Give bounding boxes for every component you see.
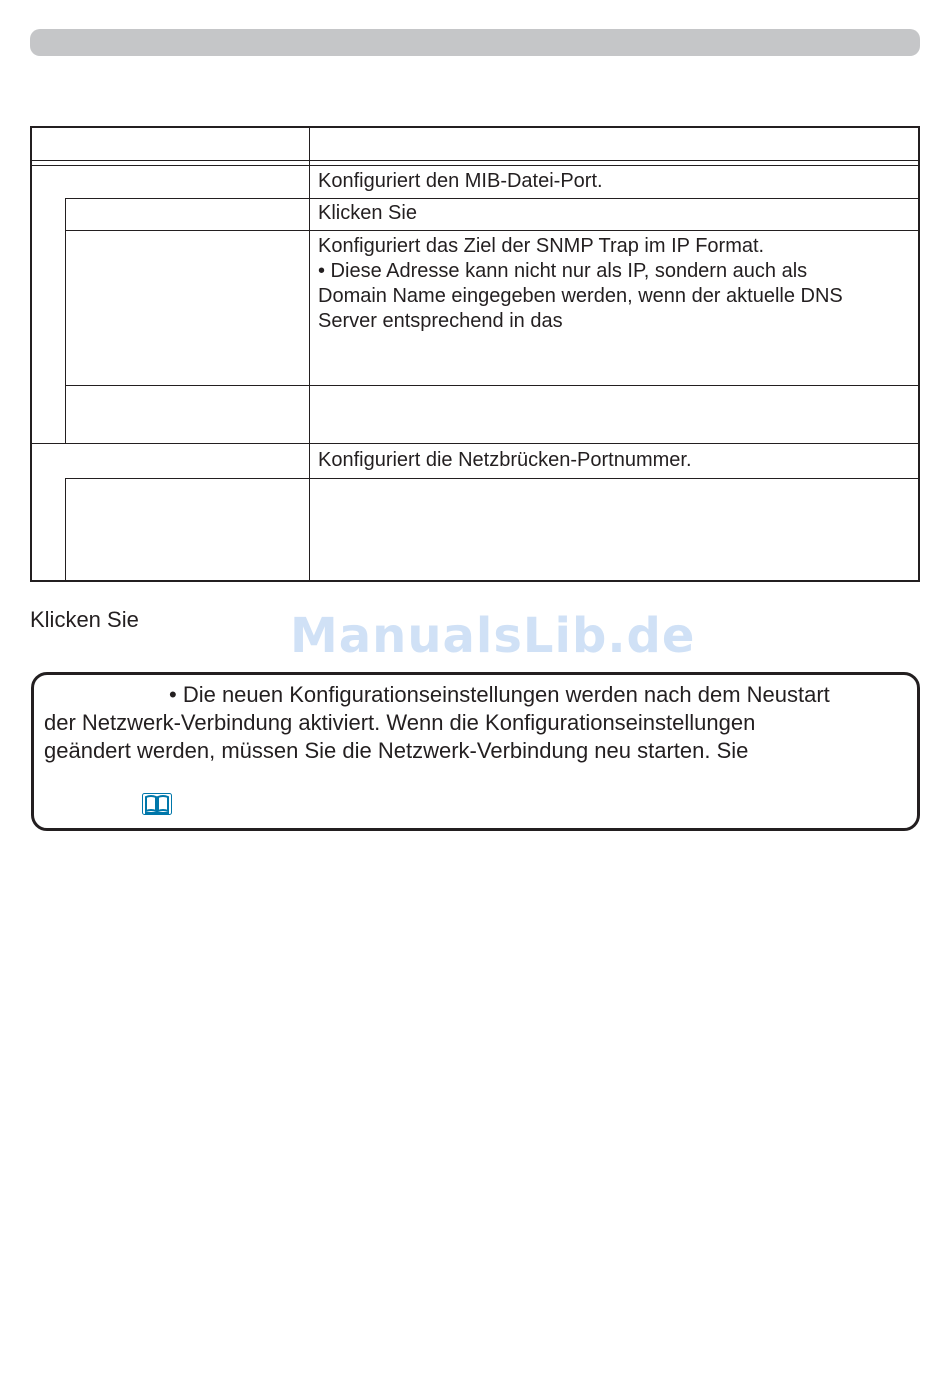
row-description: Konfiguriert den MIB-Datei-Port. xyxy=(318,170,603,192)
header-rule xyxy=(32,165,918,166)
row-rule xyxy=(32,443,918,444)
book-icon[interactable] xyxy=(142,793,172,815)
note-line: geändert werden, müssen Sie die Netzwerk-Verbindung neu starten. Sie xyxy=(44,738,749,763)
row-description-line: • Diese Adresse kann nicht nur als IP, sondern auch als xyxy=(318,260,808,282)
note-box xyxy=(31,672,920,831)
column-divider xyxy=(309,128,310,580)
row-rule xyxy=(65,478,918,479)
row-description-line: Konfiguriert das Ziel der SNMP Trap im IP Format. xyxy=(318,235,765,257)
note-text xyxy=(44,681,909,765)
table-row xyxy=(318,234,910,334)
table-row xyxy=(318,169,910,194)
row-description: Konfiguriert die Netzbrücken-Portnummer. xyxy=(318,449,692,471)
page-header-bar xyxy=(30,29,920,56)
note-line: der Netzwerk-Verbindung aktiviert. Wenn die Konfigurationseinstellungen xyxy=(44,710,756,735)
sub-indent-divider xyxy=(65,198,66,443)
row-rule xyxy=(65,230,918,231)
watermark-logo: ManualsLib.de xyxy=(290,608,696,664)
row-rule xyxy=(65,385,918,386)
header-rule xyxy=(32,160,918,161)
row-description-line: Domain Name eingegeben werden, wenn der aktuelle DNS xyxy=(318,285,843,307)
note-line: • Die neuen Konfigurationseinstellungen werden nach dem Neustart xyxy=(169,682,830,707)
row-description-line: Server entsprechend in das xyxy=(318,310,563,332)
sub-indent-divider xyxy=(65,478,66,580)
settings-table xyxy=(30,126,920,582)
table-row xyxy=(318,201,910,226)
row-rule xyxy=(65,198,918,199)
table-row xyxy=(318,448,910,473)
instruction-text: Klicken Sie xyxy=(30,607,139,632)
row-description: Klicken Sie xyxy=(318,202,417,224)
